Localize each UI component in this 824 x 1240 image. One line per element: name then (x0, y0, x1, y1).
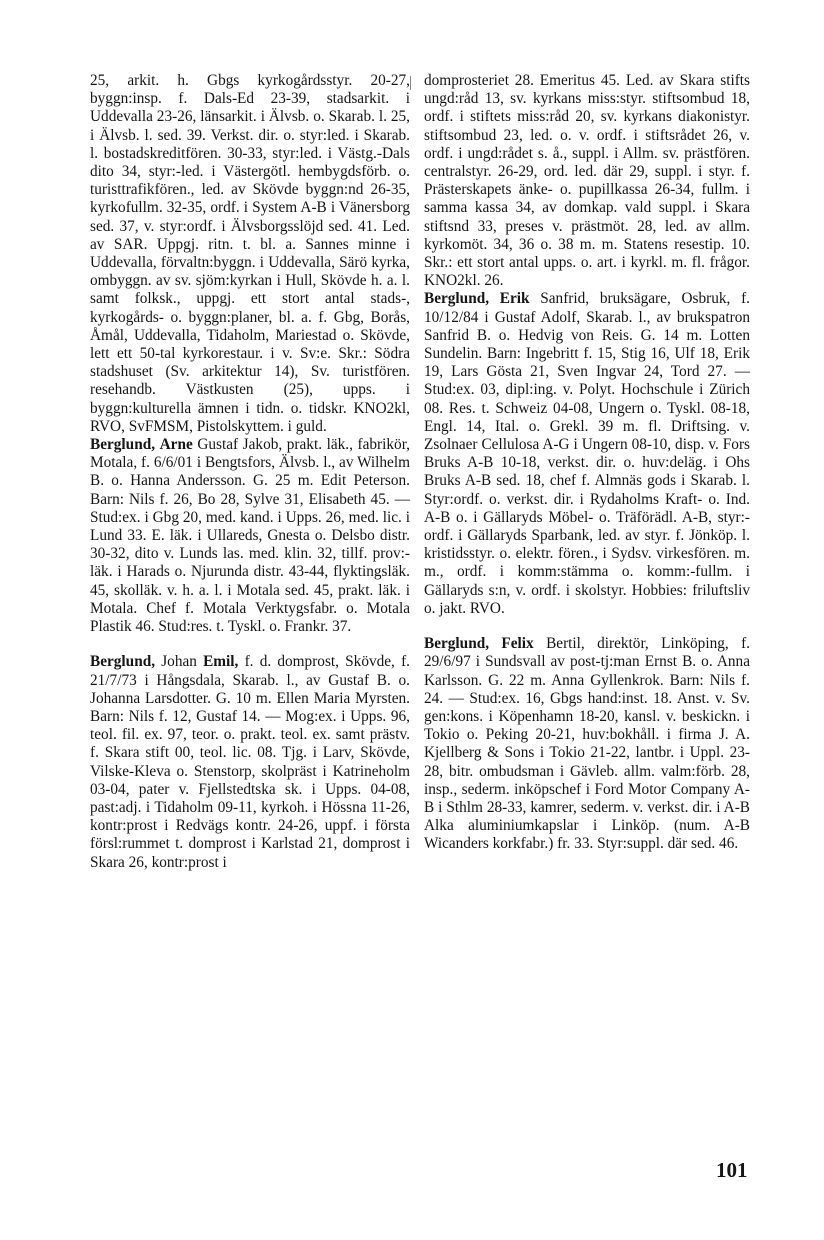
left-column (90, 72, 410, 872)
column-divider-mark (410, 76, 411, 90)
entry-surname: Berglund, (424, 635, 490, 653)
continuation-text: domprosteriet 28. Emeritus 45. Led. av Skara stifts ungd:råd 13, sv. kyrkans miss:styr. stiftsombud 18, ordf. i stiftets miss:råd 20, sv. kyrkans diakonistyr. stiftsombud 23, led. o. v. ordf. i stiftsrådet 26, v. ordf. i ungd:rådet s. å., suppl. i Allm. sv. prästfören. centralstyr. 26-29, ord. led. där 29, suppl. i styr. f. Prästerskapets änke- o. pupillkassa 26-34, fullm. i samma kassa 34, av domkap. vald suppl. i Skara stiftsnd 33, preses v. prästmöt. 28, led. av allm. kyrkomöt. 34, 36 o. 38 m. m. Statens resestip. 10. Skr.: ett stort antal upps. o. art. i kyrkl. m. fl. frågor. KNO2kl. 26. (424, 72, 750, 290)
entry-given-prefix (489, 290, 500, 307)
entry-given-prefix: Johan (155, 653, 204, 671)
entry-surname: Berglund, (90, 436, 156, 454)
biography-entry-erik (424, 290, 750, 618)
entry-text: prakt. läk., fabrikör, Motala, f. 6/6/01 i Bengtsfors, Älvsb. l., av Wilhelm B. o. Hanna Andersson. G. 25 m. Edit Peterson. Barn: Nils f. 26, Bo 28, Sylve 31, Elisabeth 45. — Stud:ex. i Gbg 20, med. kand. i Upps. 26, med. lic. i Lund 33. E. läk. i Ullareds, Gnesta o. Delsbo distr. 30-32, dito v. Lunds las. med. klin. 32, tillf. prov:-läk. i Harads o. Njurunda distr. 43-44, flyktingsläk. 45, skolläk. v. h. a. l. i Motala sed. 45, prakt. läk. i Motala. Chef f. Motala Verktygsfabr. o. Motala Plastik 46. Stud:res. t. Tyskl. o. Frankr. 37. (90, 436, 410, 636)
entry-given-prefix (489, 635, 501, 652)
entry-text: bruksägare, Osbruk, f. 10/12/84 i Gustaf Adolf, Skarab. l., av brukspatron Sanfrid B. o. Hedvig von Reis. G. 14 m. Lotten Sundelin. Barn: Ingebritt f. 15, Stig 16, Ulf 18, Erik 19, Lars Gösta 21, Sven Ingvar 24, Tord 27. — Stud:ex. 03, dipl:ing. v. Polyt. Hochschule i Zürich 08. Res. t. Schweiz 04-08, Ungern o. Tyskl. 08-18, Engl. 14, Ital. o. Grekl. 39 m. fl. Driftsing. v. Zsolnaer Cellulosa A-G i Ungern 08-10, disp. v. Fors Bruks A-B 10-18, verkst. dir. o. huv:deläg. i Ohs Bruks A-B sed. 18, chef f. Almnäs gods i Skarab. l. Styr:ordf. o. verkst. dir. i Rydaholms Kraft- o. Ind. A-B o. i Gällaryds Möbel- o. Träförädl. A-B, styr:-ordf. i Gällaryds Sparbank, led. av styr. f. Jönköp. l. kristidsstyr. o. elektr. fören., i Sydsv. virkesfören. m. m., ordf. i komm:stämma o. komm:-fullm. i Gällaryds s:n, v. ordf. i skolstyr. Hobbies: friluftsliv o. jakt. RVO. (424, 290, 751, 617)
entry-given-suffix: Bertil, (533, 635, 585, 653)
entry-called-name: Erik (499, 290, 530, 308)
entry-text: direktör, Linköping, f. 29/6/97 i Sundsvall av post-tj:man Ernst B. o. Anna Karlsson. G. 22 m. Anna Gyllenkrok. Barn: Nils f. 24. — Stud:ex. 16, Gbgs hand:inst. 18. Anst. v. Sv. gen:kons. i Köpenhamn 18-20, kansl. v. beskickn. i Tokio o. Peking 20-21, huv:bokhåll. i firma J. A. Kjellberg & Sons i Tokio 21-22, lantbr. i Uppl. 23-28, bitr. ombudsman i Gävleb. allm. valm:förb. 28, insp., sederm. inköpschef i Ford Motor Company A-B i Sthlm 28-33, kamrer, sederm. v. verkst. dir. i A-B Alka aluminiumkapslar i Linköp. (num. A-B Wicanders korkfabr.) fr. 33. Styr:suppl. där sed. 46. (424, 635, 750, 853)
biography-entry-arne (90, 436, 410, 636)
entry-given-suffix: Sanfrid, (529, 290, 590, 308)
right-column (424, 72, 750, 854)
biography-entry-felix (424, 635, 750, 853)
entry-given-suffix: Gustaf Jakob, (192, 436, 283, 454)
entry-surname: Berglund, (90, 653, 156, 671)
biography-entry-emil (90, 653, 410, 871)
entry-called-name: Emil, (203, 653, 239, 671)
entry-text: f. d. domprost, Skövde, f. 21/7/73 i Hångsdala, Skarab. l., av Gustaf B. o. Johanna Larsdotter. G. 10 m. Ellen Maria Myrsten. Barn: Nils f. 12, Gustaf 14. — Mog:ex. i Upps. 96, teol. fil. ex. 97, teor. o. prakt. teol. ex. samt prästv. f. Skara stift 00, teol. lic. 08. Tjg. i Larv, Skövde, Vilske-Kleva o. Stenstorp, skolpräst i Katrineholm 03-04, pater v. Fjellstedtska sk. i Upps. 04-08, past:adj. i Tidaholm 09-11, kyrkoh. i Hössna 11-26, kontr:prost i Redvägs kontr. 24-26, uppf. i första försl:rummet t. domprost i Karlstad 21, domprost i Skara 26, kontr:prost i (90, 653, 410, 871)
entry-called-name: Arne (159, 436, 193, 454)
entry-surname: Berglund, (424, 290, 490, 308)
page-number: 101 (716, 1158, 748, 1182)
entry-called-name: Felix (501, 635, 534, 653)
continuation-text: 25, arkit. h. Gbgs kyrkogårdsstyr. 20-27, byggn:insp. f. Dals-Ed 23-39, stadsarkit. i Uddevalla 23-26, länsarkit. i Älvsb. o. Skarab. l. 25, i Älvsb. l. sed. 39. Verkst. dir. o. styr:led. i Skarab. l. bostadskreditfören. 30-33, styr:led. i Västg.-Dals dito 34, styr:-led. i Västergötl. hembygdsförb. o. turisttrafikfören., led. av Skövde byggn:nd 26-35, kyrkofullm. 32-35, ordf. i System A-B i Vänersborg sed. 37, v. styr:ordf. i Älvsborgsslöjd sed. 41. Led. av SAR. Uppgj. ritn. t. bl. a. Sannes minne i Uddevalla, förvaltn:byggn. i Uddevalla, Särö kyrka, ombyggn. av sv. sjöm:kyrkan i Hull, Skövde h. a. l. samt folksk., uppgj. ett stort antal stads-, kyrkogårds- o. byggn:planer, bl. a. f. Gbg, Borås, Åmål, Uddevalla, Tidaholm, Mariestad o. Skövde, lett ett 50-tal kyrkorestaur. i v. Sv:e. Skr.: Södra stadshuset (Sv. arkitektur 14), Sv. turistfören. resehandb. Västkusten (25), upps. i byggn:kulturella ämnen i tidn. o. tidskr. KNO2kl, RVO, SvFMSM, Pistolskyttem. i guld. (90, 72, 410, 435)
